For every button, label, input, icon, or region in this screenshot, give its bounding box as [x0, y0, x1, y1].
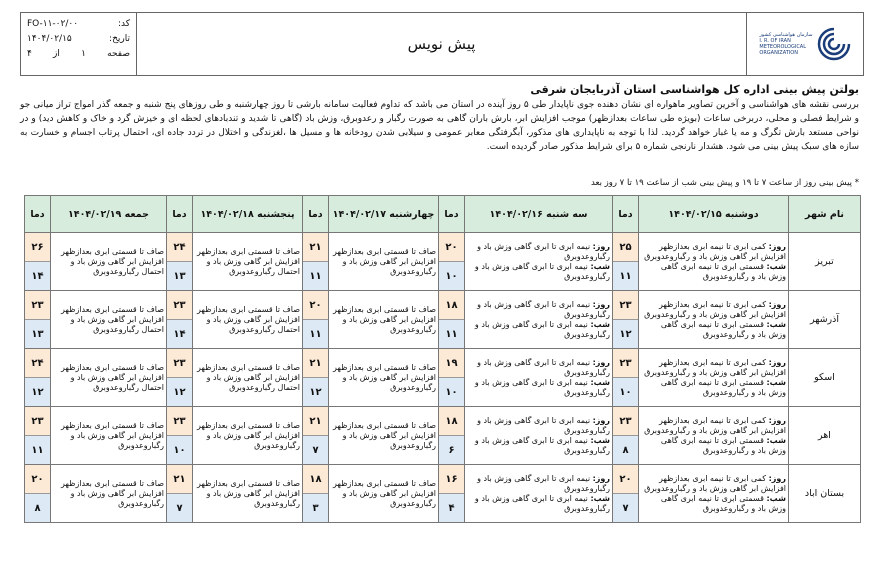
day-forecast — [641, 474, 786, 494]
night-text: نیمه ابری تا ابری گاهی وزش باد و رگباروعدوبرق — [474, 261, 610, 281]
temp-cell — [303, 407, 329, 465]
forecast-note: * پیش بینی روز از ساعت ۷ تا ۱۹ و پیش بینی شب از ساعت ۱۹ تا ۷ روز بعد — [591, 178, 859, 188]
temp-min: ۶ — [439, 436, 464, 464]
table-row — [25, 465, 861, 523]
page-label: صفحه — [107, 49, 130, 59]
day-text: نیمه ابری تا ابری گاهی وزش باد و رگباروعدوبرق — [477, 473, 610, 493]
temp-min: ۱۰ — [613, 378, 638, 406]
logo-spiral-icon — [817, 27, 851, 61]
night-forecast — [641, 320, 786, 340]
temp-min: ۷ — [613, 494, 638, 522]
temp-max: ۲۶ — [25, 233, 50, 262]
night-text: نیمه ابری تا ابری گاهی وزش باد و رگباروعدوبرق — [474, 435, 610, 455]
temp-header: دما — [439, 196, 465, 233]
night-label: شب: — [590, 261, 610, 271]
temp-min: ۱۲ — [613, 320, 638, 348]
forecast-cell-day-night — [639, 407, 789, 465]
night-forecast — [641, 262, 786, 282]
temp-max: ۱۸ — [439, 291, 464, 320]
temp-max: ۲۱ — [303, 349, 328, 378]
temp-min: ۱۲ — [25, 378, 50, 406]
night-text: قسمتی ابری تا نیمه ابری گاهی وزش باد و رگباروعدوبرق — [660, 377, 786, 397]
logo-line-4: ORGANIZATION — [759, 50, 798, 56]
night-forecast — [467, 378, 610, 398]
night-forecast — [467, 320, 610, 340]
day-forecast — [467, 300, 610, 320]
night-label: شب: — [590, 377, 610, 387]
temp-max: ۱۹ — [439, 349, 464, 378]
day-header-fri: جمعه ۱۴۰۴/۰۲/۱۹ — [51, 196, 167, 233]
temp-max: ۲۱ — [167, 465, 192, 494]
day-forecast — [641, 300, 786, 320]
temp-max: ۱۸ — [439, 407, 464, 436]
forecast-cell-day-night — [639, 233, 789, 291]
forecast-cell-day-night — [639, 465, 789, 523]
day-header-thu: پنجشنبه ۱۴۰۴/۰۲/۱۸ — [193, 196, 303, 233]
temp-cell — [167, 233, 193, 291]
logo-line-3: METEOROLOGICAL — [759, 44, 807, 50]
city-name: آذرشهر — [789, 291, 861, 349]
day-forecast — [641, 242, 786, 262]
temp-min: ۱۰ — [439, 378, 464, 406]
table-header-row — [25, 196, 861, 233]
night-label: شب: — [766, 435, 786, 445]
night-text: قسمتی ابری تا نیمه ابری گاهی وزش باد و رگباروعدوبرق — [660, 261, 786, 281]
forecast-cell: صاف تا قسمتی ابری بعدازظهر افزایش ابر گاهی وزش باد و رگباروعدوبرق — [51, 407, 167, 465]
forecast-cell-day-night — [639, 349, 789, 407]
night-label: شب: — [590, 435, 610, 445]
temp-max: ۲۳ — [167, 407, 192, 436]
temp-cell — [167, 349, 193, 407]
forecast-cell: صاف تا قسمتی ابری بعدازظهر افزایش ابر گاهی وزش باد و احتمال رگباروعدوبرق — [193, 349, 303, 407]
temp-max: ۲۳ — [167, 349, 192, 378]
temp-header: دما — [303, 196, 329, 233]
day-label: روز: — [592, 357, 610, 367]
temp-cell — [303, 465, 329, 523]
temp-min: ۱۱ — [439, 320, 464, 348]
table-row — [25, 291, 861, 349]
day-label: روز: — [592, 241, 610, 251]
night-forecast — [641, 494, 786, 514]
day-forecast — [467, 474, 610, 494]
day-text: نیمه ابری تا ابری گاهی وزش باد و رگباروعدوبرق — [477, 299, 610, 319]
temp-cell — [613, 407, 639, 465]
night-text: قسمتی ابری تا نیمه ابری گاهی وزش باد و رگباروعدوبرق — [660, 493, 786, 513]
night-forecast — [641, 378, 786, 398]
night-label: شب: — [766, 319, 786, 329]
forecast-cell-day-night — [465, 407, 613, 465]
temp-min: ۱۲ — [303, 378, 328, 406]
temp-min: ۷ — [167, 494, 192, 522]
temp-cell — [25, 233, 51, 291]
day-label: روز: — [592, 473, 610, 483]
code-value: FO-۱۱-۰۲/۰۰ — [27, 19, 79, 29]
temp-max: ۱۶ — [439, 465, 464, 494]
forecast-table — [24, 195, 861, 523]
document-header — [20, 12, 864, 76]
temp-min: ۱۰ — [439, 262, 464, 290]
night-forecast — [467, 436, 610, 456]
night-label: شب: — [766, 377, 786, 387]
temp-cell — [167, 291, 193, 349]
temp-cell — [25, 465, 51, 523]
day-text: کمی ابری تا نیمه ابری بعدازظهر افزایش ابر گاهی وزش باد و رگباروعدوبرق — [644, 357, 786, 377]
day-header-wed: چهارشنبه ۱۴۰۴/۰۲/۱۷ — [329, 196, 439, 233]
temp-header: دما — [167, 196, 193, 233]
temp-max: ۲۰ — [439, 233, 464, 262]
temp-min: ۱۰ — [167, 436, 192, 464]
temp-cell — [439, 291, 465, 349]
day-label: روز: — [768, 241, 786, 251]
day-forecast — [641, 358, 786, 378]
forecast-cell-day-night — [465, 349, 613, 407]
temp-cell — [439, 233, 465, 291]
forecast-cell-day-night — [465, 233, 613, 291]
temp-min: ۱۳ — [25, 320, 50, 348]
night-forecast — [641, 436, 786, 456]
temp-max: ۲۳ — [167, 291, 192, 320]
temp-min: ۱۱ — [25, 436, 50, 464]
temp-min: ۱۱ — [613, 262, 638, 290]
temp-min: ۸ — [25, 494, 50, 522]
temp-cell — [613, 465, 639, 523]
temp-min: ۱۱ — [303, 262, 328, 290]
temp-max: ۲۴ — [167, 233, 192, 262]
night-text: قسمتی ابری تا نیمه ابری گاهی وزش باد و رگباروعدوبرق — [660, 319, 786, 339]
page-of-label: از — [53, 49, 60, 59]
page-number: ۱ — [81, 49, 86, 59]
forecast-cell: صاف تا قسمتی ابری بعدازظهر افزایش ابر گاهی وزش باد و رگباروعدوبرق — [51, 465, 167, 523]
night-text: نیمه ابری تا ابری گاهی وزش باد و رگباروعدوبرق — [474, 377, 610, 397]
forecast-cell: صاف تا قسمتی ابری بعدازظهر افزایش ابر گاهی وزش باد و رگباروعدوبرق — [193, 407, 303, 465]
city-name: بستان اباد — [789, 465, 861, 523]
night-forecast — [467, 494, 610, 514]
city-name: اهر — [789, 407, 861, 465]
forecast-cell-day-night — [465, 465, 613, 523]
header-meta — [21, 13, 137, 75]
temp-max: ۲۵ — [613, 233, 638, 262]
temp-cell — [303, 233, 329, 291]
temp-cell — [613, 233, 639, 291]
day-label: روز: — [592, 415, 610, 425]
temp-cell — [25, 349, 51, 407]
temp-cell — [167, 465, 193, 523]
temp-min: ۱۴ — [25, 262, 50, 290]
forecast-cell: صاف تا قسمتی ابری بعدازظهر افزایش ابر گاهی وزش باد و رگباروعدوبرق — [193, 465, 303, 523]
forecast-cell: صاف تا قسمتی ابری بعدازظهر افزایش ابر گاهی وزش باد و احتمال رگباروعدوبرق — [193, 291, 303, 349]
forecast-cell: صاف تا قسمتی ابری بعدازظهر افزایش ابر گاهی وزش باد و رگباروعدوبرق — [329, 291, 439, 349]
temp-max: ۲۳ — [25, 291, 50, 320]
day-text: نیمه ابری تا ابری گاهی وزش باد و رگباروعدوبرق — [477, 357, 610, 377]
bulletin-title: بولتن پیش بینی اداره کل هواشناسی استان آذربایجان شرقی — [530, 83, 859, 96]
day-forecast — [641, 416, 786, 436]
code-label: کد: — [117, 19, 130, 29]
forecast-cell: صاف تا قسمتی ابری بعدازظهر افزایش ابر گاهی وزش باد و احتمال رگباروعدوبرق — [51, 291, 167, 349]
day-header-mon: دوشنبه ۱۴۰۴/۰۲/۱۵ — [639, 196, 789, 233]
forecast-cell: صاف تا قسمتی ابری بعدازظهر افزایش ابر گاهی وزش باد و احتمال رگباروعدوبرق — [193, 233, 303, 291]
city-header: نام شهر — [789, 196, 861, 233]
day-label: روز: — [768, 415, 786, 425]
temp-max: ۲۳ — [613, 349, 638, 378]
day-forecast — [467, 358, 610, 378]
night-text: نیمه ابری تا ابری گاهی وزش باد و رگباروعدوبرق — [474, 319, 610, 339]
day-forecast — [467, 416, 610, 436]
temp-cell — [25, 407, 51, 465]
temp-cell — [439, 407, 465, 465]
temp-min: ۴ — [439, 494, 464, 522]
night-label: شب: — [766, 261, 786, 271]
intro-paragraph: بررسی نقشه های هواشناسی و آخرین تصاویر ماهواره ای نشان دهنده جوی ناپایدار طی ۵ روز آینده در استان می باشد که تداوم فعالیت سامانه بارشی تا روز چهارشنبه و طی روزهای پنج شنبه و جمعه گذر امواج تراز میانی جو و شرایط فصلی و محلی، دربرخی ساعات (بویژه طی ساعات بعدازظهر) موجب افزایش ابر، بارش باران گاهی به صورت رگبار و رعدوبرق، وزش باد (گاهی تا شدید و تندبادهای لحظه ای و خیزش گرد و خاک و کاهش دید) و در نواحی مستعد بارش تگرگ و مه یا غبار خواهد گردید. لذا با توجه به ناپایداری های مذکور، آبگرفتگی معابر عمومی و سیلابی شدن رودخانه ها و مسیل ها ،لغزندگی و اختلال در تردد جاده ای، احتمال پرتاب اجسام و خسارت به سازه های سبک پیش بینی می شود. هشدار نارنجی شماره ۵ برای شرایط مذکور صادر گردیده است. — [20, 100, 860, 152]
temp-cell — [303, 349, 329, 407]
temp-max: ۲۳ — [25, 407, 50, 436]
temp-cell — [439, 349, 465, 407]
temp-min: ۱۱ — [303, 320, 328, 348]
day-label: روز: — [768, 357, 786, 367]
forecast-cell-day-night — [465, 291, 613, 349]
forecast-cell: صاف تا قسمتی ابری بعدازظهر افزایش ابر گاهی وزش باد و رگباروعدوبرق — [329, 465, 439, 523]
day-text: کمی ابری تا نیمه ابری بعدازظهر افزایش ابر گاهی وزش باد و رگباروعدوبرق — [644, 299, 786, 319]
temp-max: ۲۰ — [303, 291, 328, 320]
temp-cell — [303, 291, 329, 349]
logo-line-1: سازمان هواشناسی کشور — [759, 32, 813, 38]
night-text: قسمتی ابری تا نیمه ابری گاهی وزش باد و رگباروعدوبرق — [660, 435, 786, 455]
day-forecast — [467, 242, 610, 262]
temp-cell — [613, 349, 639, 407]
temp-max: ۲۴ — [25, 349, 50, 378]
forecast-cell: صاف تا قسمتی ابری بعدازظهر افزایش ابر گاهی وزش باد و رگباروعدوبرق — [329, 349, 439, 407]
temp-min: ۸ — [613, 436, 638, 464]
day-text: نیمه ابری تا ابری گاهی وزش باد و رگباروعدوبرق — [477, 241, 610, 261]
page-title: پیش نویس — [407, 35, 476, 53]
night-label: شب: — [766, 493, 786, 503]
forecast-cell: صاف تا قسمتی ابری بعدازظهر افزایش ابر گاهی وزش باد و احتمال رگباروعدوبرق — [51, 349, 167, 407]
date-label: تاریخ: — [109, 34, 130, 44]
temp-max: ۲۰ — [25, 465, 50, 494]
logo-line-2: I. R. OF IRAN — [759, 38, 791, 44]
day-label: روز: — [768, 473, 786, 483]
day-text: کمی ابری تا نیمه ابری بعدازظهر افزایش ابر گاهی وزش باد و رگباروعدوبرق — [644, 473, 786, 493]
night-text: نیمه ابری تا ابری گاهی وزش باد و رگباروعدوبرق — [474, 493, 610, 513]
city-name: تبریز — [789, 233, 861, 291]
temp-min: ۱۳ — [167, 262, 192, 290]
temp-header: دما — [613, 196, 639, 233]
temp-cell — [167, 407, 193, 465]
forecast-cell: صاف تا قسمتی ابری بعدازظهر افزایش ابر گاهی وزش باد و رگباروعدوبرق — [329, 407, 439, 465]
city-name: اسکو — [789, 349, 861, 407]
temp-min: ۱۴ — [167, 320, 192, 348]
temp-max: ۱۸ — [303, 465, 328, 494]
day-text: نیمه ابری تا ابری گاهی وزش باد و رگباروعدوبرق — [477, 415, 610, 435]
page-total: ۴ — [27, 49, 32, 59]
temp-min: ۳ — [303, 494, 328, 522]
table-row — [25, 233, 861, 291]
temp-header: دما — [25, 196, 51, 233]
day-label: روز: — [592, 299, 610, 309]
date-value: ۱۴۰۴/۰۲/۱۵ — [27, 34, 72, 44]
temp-cell — [25, 291, 51, 349]
forecast-cell: صاف تا قسمتی ابری بعدازظهر افزایش ابر گاهی وزش باد و رگباروعدوبرق — [329, 233, 439, 291]
night-forecast — [467, 262, 610, 282]
day-label: روز: — [768, 299, 786, 309]
day-text: کمی ابری تا نیمه ابری بعدازظهر افزایش ابر گاهی وزش باد و رگباروعدوبرق — [644, 415, 786, 435]
table-row — [25, 349, 861, 407]
forecast-cell-day-night — [639, 291, 789, 349]
night-label: شب: — [590, 319, 610, 329]
temp-max: ۲۱ — [303, 233, 328, 262]
temp-min: ۱۲ — [167, 378, 192, 406]
forecast-cell: صاف تا قسمتی ابری بعدازظهر افزایش ابر گاهی وزش باد و احتمال رگباروعدوبرق — [51, 233, 167, 291]
night-label: شب: — [590, 493, 610, 503]
temp-min: ۷ — [303, 436, 328, 464]
temp-max: ۲۱ — [303, 407, 328, 436]
temp-max: ۲۰ — [613, 465, 638, 494]
temp-max: ۲۳ — [613, 407, 638, 436]
table-row — [25, 407, 861, 465]
temp-cell — [613, 291, 639, 349]
temp-max: ۲۳ — [613, 291, 638, 320]
org-logo — [746, 13, 863, 75]
day-header-tue: سه شنبه ۱۴۰۴/۰۲/۱۶ — [465, 196, 613, 233]
day-text: کمی ابری تا نیمه ابری بعدازظهر افزایش ابر گاهی وزش باد و رگباروعدوبرق — [644, 241, 786, 261]
temp-cell — [439, 465, 465, 523]
